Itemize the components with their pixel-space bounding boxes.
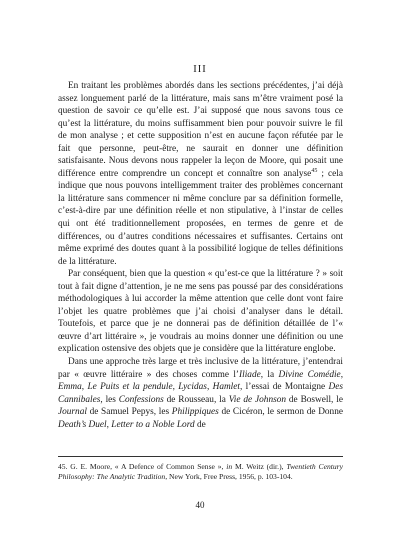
italic-title: Emma bbox=[58, 382, 82, 393]
page-number: 40 bbox=[195, 500, 205, 510]
text-run: 45. G. E. Moore, « A Defence of Common Sense », bbox=[58, 462, 227, 471]
text-run: , les bbox=[100, 394, 119, 405]
text-run: , bbox=[106, 419, 112, 430]
text-run: de Boswell, le bbox=[286, 394, 343, 405]
text-run: ; cela indique que nous pouvons intelligemment traiter des problèmes concernant la littérature sans commencer ni même conclure par sa définition formelle, c’est-à-dire par une définition réelle et non stipulative, à l’instar de celles qui ont été traditionnellement proposées, en termes de genre et de différences, ou d’autres conditions nécessaires et suffisantes. Certains ont même exprimé des doutes quant à la possibilité logique de telles définitions de la littérature. bbox=[58, 168, 343, 267]
italic-title: Philippiques bbox=[171, 407, 219, 418]
text-run: , l’essai de Montaigne bbox=[239, 382, 329, 393]
text-run: M. Weitz (dir.), bbox=[232, 462, 287, 471]
italic-title: in bbox=[226, 462, 233, 471]
text-run: , bbox=[206, 382, 213, 393]
italic-title: Des Cannibales bbox=[58, 382, 343, 405]
footnote bbox=[58, 462, 343, 483]
text-run: , bbox=[172, 382, 179, 393]
body-text bbox=[58, 80, 343, 431]
italic-title: Divine Comédie bbox=[278, 369, 341, 380]
text-run: , bbox=[81, 382, 88, 393]
text-run: de Samuel Pepys, les bbox=[86, 407, 172, 418]
italic-title: Letter to a Noble Lord bbox=[111, 419, 195, 430]
italic-title: Twentieth Century Philosophy: The Analytic Tradition bbox=[58, 462, 343, 482]
italic-title: Le Puits et la pendule bbox=[87, 382, 173, 393]
italic-title: Journal bbox=[58, 407, 87, 418]
paragraph bbox=[58, 80, 343, 268]
paragraph bbox=[58, 268, 343, 356]
paragraph bbox=[58, 356, 343, 431]
text-run: Dans une approche très large et très inclusive de la littérature, j’entendrai par « œuvre littéraire » des choses comme l’ bbox=[58, 357, 343, 380]
italic-title: Vie de Johnson bbox=[228, 394, 287, 405]
italic-title: Lycidas bbox=[178, 382, 207, 393]
text-run: , bbox=[340, 369, 344, 380]
italic-title: Hamlet bbox=[212, 382, 240, 393]
section-number: III bbox=[193, 64, 207, 75]
text-run: , New York, Free Press, 1956, p. 103-104. bbox=[165, 472, 293, 482]
text-run: , la bbox=[260, 369, 279, 380]
text-run: de Cicéron, le sermon de Donne bbox=[218, 407, 343, 418]
text-run: Par conséquent, bien que la question « qu’est-ce que la littérature ? » soit tout à fait digne d’attention, je ne me sens pas poussé par des considérations méthodologiques à lui accorder la même attention que celle dont vont faire l’objet les quatre problèmes que j’ai choisi d’analyser dans le détail. Toutefois, et parce que je ne donnerai pas de définition détaillée de l’« œuvre d’art littéraire », je voudrais au moins donner une définition ou une explication ostensive des objets que je considère que la littérature englobe. bbox=[58, 269, 343, 355]
italic-title: Iliade bbox=[239, 369, 261, 380]
italic-title: Confessions bbox=[118, 394, 164, 405]
text-run: de bbox=[194, 419, 206, 430]
footnote-rule bbox=[58, 456, 343, 457]
text-run: de Rousseau, la bbox=[163, 394, 229, 405]
footnote-reference: 45 bbox=[311, 167, 318, 174]
text-run: En traitant les problèmes abordés dans les sections précédentes, j’ai déjà assez longuement parlé de la littérature, mais sans m’être vraiment posé la question de savoir ce qu’elle est. J’ai supposé que nous savons tous ce qu’est la littérature, du moins suffisamment bien pour pouvoir suivre le fil de mon analyse ; et cette supposition n’est en aucune façon réfutée par le fait que personne, peut-être, ne saurait en donner une définition satisfaisante. Nous devons nous rappeler la leçon de Moore, qui posait une différence entre comprendre un concept et connaître son analyse bbox=[58, 81, 343, 179]
italic-title: Death’s Duel bbox=[58, 419, 107, 430]
